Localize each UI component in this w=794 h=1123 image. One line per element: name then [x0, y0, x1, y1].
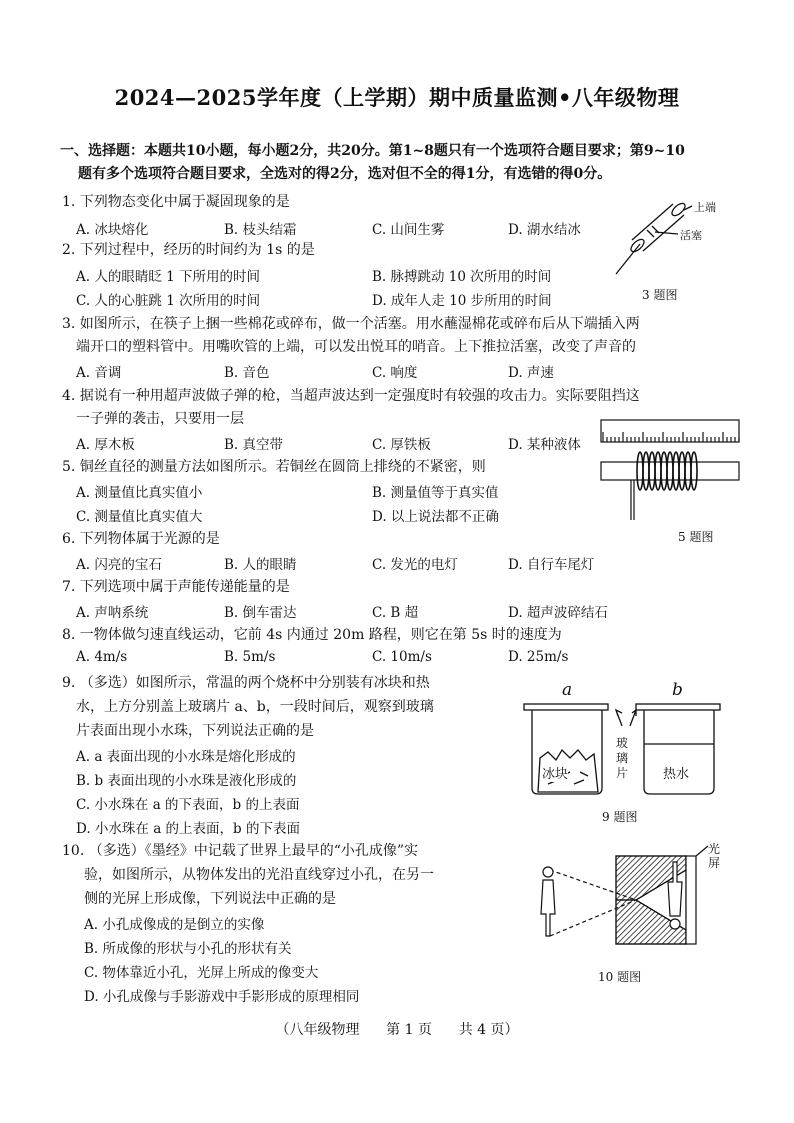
option-a: A. a 表面出现的小水珠是熔化形成的 — [76, 749, 296, 765]
option-b: B. 5m/s — [224, 649, 276, 665]
option-d: D. 25m/s — [508, 649, 569, 665]
option-a: A. 厚木板 — [76, 437, 135, 453]
pinhole-illustration — [528, 840, 724, 952]
option-a: A. 闪亮的宝石 — [76, 557, 162, 573]
option-c: C. 人的心脏跳 1 次所用的时间 — [76, 293, 261, 309]
option-a: A. 4m/s — [76, 649, 128, 665]
question-stem: 5. 铜丝直径的测量方法如图所示。若铜丝在圆筒上排绕的不紧密，则 — [62, 459, 486, 475]
option-d: D. 以上说法都不正确 — [372, 509, 499, 525]
figure-caption: 5 题图 — [678, 530, 714, 544]
label-hot-water: 热水 — [663, 763, 689, 782]
label-b: b — [672, 680, 683, 700]
option-d: D. 超声波碎结石 — [508, 605, 608, 621]
label-screen-char: 光 — [708, 842, 721, 856]
option-c: C. 测量值比真实值大 — [76, 509, 203, 525]
option-a: A. 声呐系统 — [76, 605, 149, 621]
section-header-line: 一、选择题：本题共10小题，每小题2分，共20分。第1~8题只有一个选项符合题目要求；第9~10 — [60, 143, 685, 159]
figure-10 — [528, 840, 728, 990]
question-stem: 1. 下列物态变化中属于凝固现象的是 — [62, 194, 290, 210]
option-d: D. 湖水结冰 — [508, 222, 581, 238]
question-stem: 验，如图所示，从物体发出的光沿直线穿过小孔，在另一 — [84, 867, 434, 883]
figure-5 — [598, 418, 748, 548]
option-b: B. 测量值等于真实值 — [372, 485, 499, 501]
option-c: C. 厚铁板 — [372, 437, 431, 453]
option-d: D. 成年人走 10 步所用的时间 — [372, 293, 552, 309]
option-a: A. 音调 — [76, 365, 122, 381]
section-header-line: 题有多个选项符合题目要求，全选对的得2分，选对但不全的得1分，有选错的得0分。 — [78, 166, 612, 182]
question-stem: 7. 下列选项中属于声能传递能量的是 — [62, 579, 290, 595]
option-d: D. 小水珠在 a 的上表面，b 的下表面 — [76, 821, 300, 837]
figure-caption: 3 题图 — [642, 288, 678, 302]
option-a: A. 冰块熔化 — [76, 222, 149, 238]
label-glass-char: 璃 — [616, 751, 629, 765]
question-stem: 8. 一物体做匀速直线运动，它前 4s 内通过 20m 路程，则它在第 5s 时的速度为 — [62, 627, 562, 643]
option-d: D. 声速 — [508, 365, 554, 381]
ruler-coil-illustration — [598, 418, 744, 522]
option-c: C. B 超 — [372, 605, 419, 621]
option-b: B. 枝头结霜 — [224, 222, 297, 238]
option-c: C. 发光的电灯 — [372, 557, 458, 573]
option-c: C. 响度 — [372, 365, 418, 381]
label-screen-char: 屏 — [708, 856, 721, 870]
option-a: A. 小孔成像成的是倒立的实像 — [84, 917, 265, 933]
option-c: C. 10m/s — [372, 649, 432, 665]
label-ice: 冰块 — [542, 763, 568, 782]
page-title: 2024—2025学年度（上学期）期中质量监测•八年级物理 — [114, 85, 680, 110]
question-stem: 一子弹的袭击，只要用一层 — [76, 411, 244, 427]
question-stem: 3. 如图所示，在筷子上捆一些棉花或碎布，做一个活塞。用水蘸湿棉花或碎布后从下端插入两 — [62, 316, 640, 332]
section-header — [60, 140, 750, 186]
question-stem: 侧的光屏上形成像，下列说法中正确的是 — [84, 891, 336, 907]
question-stem: 6. 下列物体属于光源的是 — [62, 531, 220, 547]
figure-caption: 9 题图 — [602, 810, 638, 824]
figure-caption: 10 题图 — [598, 970, 642, 984]
label-piston: 活塞 — [680, 229, 702, 242]
page-footer: （八年级物理 第 1 页 共 4 页） — [275, 1022, 519, 1038]
option-a: A. 测量值比真实值小 — [76, 485, 203, 501]
question-stem: 端开口的塑料管中。用嘴吹管的上端，可以发出悦耳的哨音。上下推拉活塞，改变了声音的 — [76, 339, 636, 355]
option-c: C. 小水珠在 a 的下表面，b 的上表面 — [76, 797, 300, 813]
option-b: B. 倒车雷达 — [224, 605, 297, 621]
option-c: C. 物体靠近小孔，光屏上所成的像变大 — [84, 965, 319, 981]
option-b: B. 所成像的形状与小孔的形状有关 — [84, 941, 292, 957]
option-a: A. 人的眼睛眨 1 下所用的时间 — [76, 269, 261, 285]
question-stem: 4. 据说有一种用超声波做子弹的枪，当超声波达到一定强度时有较强的攻击力。实际要阻挡这 — [62, 388, 640, 404]
option-b: B. 真空带 — [224, 437, 284, 453]
option-d: D. 小孔成像与手影游戏中手影形成的原理相同 — [84, 989, 360, 1005]
question-stem: 片表面出现小水珠，下列说法正确的是 — [76, 723, 314, 739]
option-d: D. 自行车尾灯 — [508, 557, 595, 573]
label-glass-char: 玻 — [616, 736, 629, 750]
label-top-end: 上端 — [694, 201, 716, 214]
label-glass-plate — [616, 736, 628, 781]
label-glass-char: 片 — [616, 766, 629, 780]
figure-9 — [518, 680, 728, 826]
label-screen — [708, 842, 720, 870]
option-c: C. 山间生雾 — [372, 222, 445, 238]
option-b: B. 脉搏跳动 10 次所用的时间 — [372, 269, 552, 285]
option-b: B. 音色 — [224, 365, 270, 381]
question-stem: 9. （多选）如图所示，常温的两个烧杯中分别装有冰块和热 — [62, 675, 430, 691]
option-b: B. 人的眼睛 — [224, 557, 297, 573]
question-stem: 10. （多选）《墨经》中记载了世界上最早的“小孔成像”实 — [62, 843, 419, 859]
figure-3 — [610, 196, 750, 306]
question-stem: 水，上方分别盖上玻璃片 a、b，一段时间后，观察到玻璃 — [76, 699, 434, 715]
option-b: B. b 表面出现的小水珠是液化形成的 — [76, 773, 297, 789]
ruler-ticks — [603, 432, 739, 442]
label-a: a — [562, 680, 573, 700]
question-stem: 2. 下列过程中，经历的时间约为 1s 的是 — [62, 242, 315, 258]
option-d: D. 某种液体 — [508, 437, 581, 453]
